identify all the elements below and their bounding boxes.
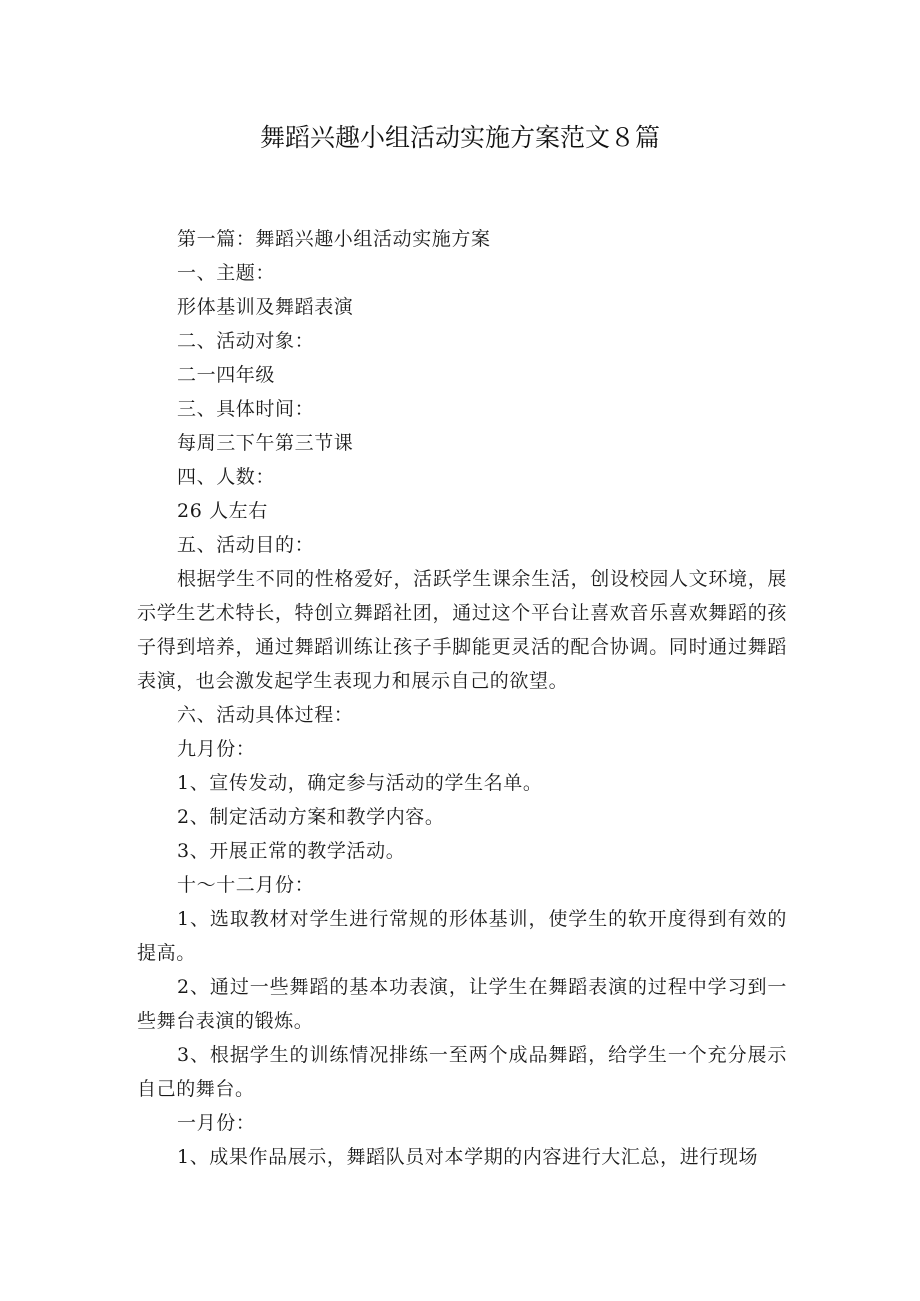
september-item-3: 3、开展正常的教学活动。 xyxy=(177,840,406,862)
section-heading: 第一篇：舞蹈兴趣小组活动实施方案 xyxy=(177,228,491,250)
oct-dec-item-3: 3、根据学生的训练情况排练一至两个成品舞蹈，给学生一个充分展示自己的舞台。 xyxy=(137,1044,787,1100)
purpose-paragraph: 根据学生不同的性格爱好，活跃学生课余生活，创设校园人文环境，展示学生艺术特长，特创立舞蹈社团，通过这个平台让喜欢音乐喜欢舞蹈的孩子得到培养，通过舞蹈训练让孩子手脚能更灵活的配合协调。同时通过舞蹈表演，也会激发起学生表现力和展示自己的欲望。 xyxy=(137,568,787,692)
time-label: 三、具体时间： xyxy=(177,398,315,420)
september-item-2: 2、制定活动方案和教学内容。 xyxy=(177,806,445,828)
process-label: 六、活动具体过程： xyxy=(177,704,354,726)
oct-dec-label: 十～十二月份： xyxy=(177,874,315,896)
oct-dec-item-2: 2、通过一些舞蹈的基本功表演，让学生在舞蹈表演的过程中学习到一些舞台表演的锻炼。 xyxy=(137,976,787,1032)
target-value: 二一四年级 xyxy=(177,364,276,386)
oct-dec-item-1: 1、选取教材对学生进行常规的形体基训，使学生的软开度得到有效的提高。 xyxy=(137,908,787,964)
target-label: 二、活动对象： xyxy=(177,330,315,352)
count-value: 26 人左右 xyxy=(177,500,268,522)
theme-label: 一、主题： xyxy=(177,262,276,284)
time-value: 每周三下午第三节课 xyxy=(177,432,354,454)
count-label: 四、人数： xyxy=(177,466,276,488)
september-item-1: 1、宣传发动，确定参与活动的学生名单。 xyxy=(177,772,543,794)
document-body xyxy=(137,222,787,1174)
theme-value: 形体基训及舞蹈表演 xyxy=(177,296,354,318)
purpose-label: 五、活动目的： xyxy=(177,534,315,556)
document-title: 舞蹈兴趣小组活动实施方案范文８篇 xyxy=(259,123,660,152)
january-label: 一月份： xyxy=(177,1112,256,1134)
january-item-1: 1、成果作品展示，舞蹈队员对本学期的内容进行大汇总，进行现场 xyxy=(177,1146,759,1168)
september-label: 九月份： xyxy=(177,738,256,760)
